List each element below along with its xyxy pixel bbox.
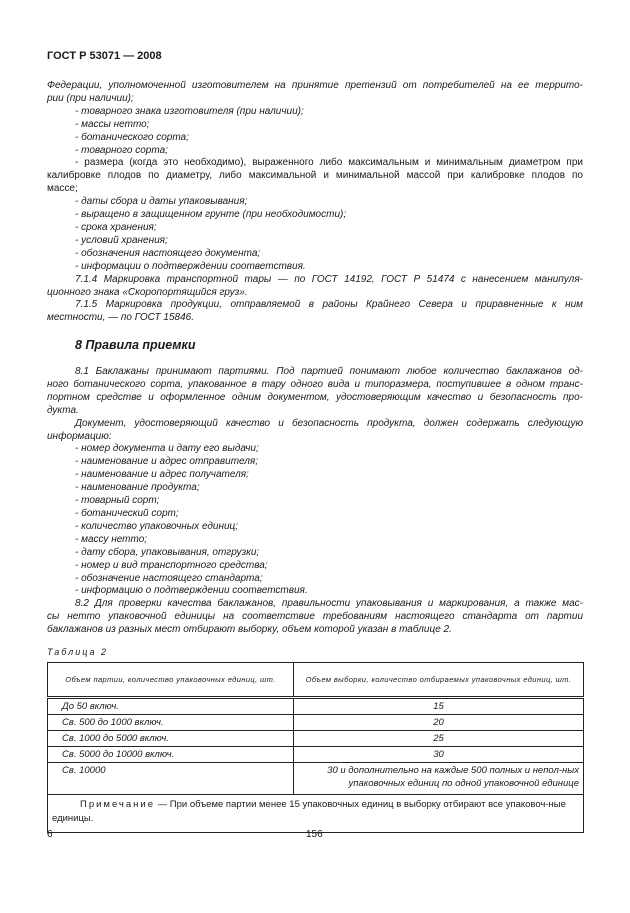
table-note xyxy=(48,795,584,833)
text-line: - условий хранения; xyxy=(75,234,168,246)
header-sample-size: Объем выборки, количество отбираемых упаковочных единиц, шт. xyxy=(294,663,584,698)
page-number-center: 156 xyxy=(306,829,323,840)
document-header: ГОСТ Р 53071 — 2008 xyxy=(47,50,162,62)
header-lot-size: Объем партии, количество упаковочных единиц, шт. xyxy=(48,663,294,698)
table-row xyxy=(48,731,584,747)
text-line: местности, — по ГОСТ 15846. xyxy=(47,312,195,324)
text-line: 7.1.5 Маркировка продукции, отправляемой в районы Крайнего Севера и приравненные к ним xyxy=(75,299,583,311)
sample-size-cell: 30 и дополнительно на каждые 500 полных и непол-ных упаковочных единиц по одной упаковочной единице xyxy=(294,763,584,795)
text-line: - наименование продукта; xyxy=(75,482,200,494)
text-line: - выращено в защищенном грунте (при необходимости); xyxy=(75,209,347,221)
text-line: - срока хранения; xyxy=(75,221,157,233)
text-line: - номер и вид транспортного средства; xyxy=(75,559,268,571)
text-line: - наименование и адрес получателя; xyxy=(75,469,249,481)
text-line: - даты сбора и даты упаковывания; xyxy=(75,196,248,208)
text-line: - ботанический сорт; xyxy=(75,507,179,519)
text-line: дукта. xyxy=(47,404,79,416)
text-line: 8.1 Баклажаны принимают партиями. Под партией понимают любое количество баклажанов од- xyxy=(75,366,583,377)
text-line: 8.2 Для проверки качества баклажанов, правильности упаковывания и маркирования, а также мас- xyxy=(75,598,583,610)
sample-size-table xyxy=(47,662,584,833)
table-caption: Таблица 2 xyxy=(47,647,109,657)
text-line: - наименование и адрес отправителя; xyxy=(75,456,259,468)
text-line: сы нетто упаковочной единицы на соответствие требованиям настоящего стандарта от партии xyxy=(47,611,583,623)
table-row xyxy=(48,715,584,731)
text-line: - номер документа и дату его выдачи; xyxy=(75,443,259,455)
text-line: - товарный сорт; xyxy=(75,495,160,507)
text-line: информацию: xyxy=(47,430,112,442)
text-line: - массу нетто; xyxy=(75,533,148,545)
lot-size-cell: Св. 500 до 1000 включ. xyxy=(48,715,294,731)
lot-size-cell: Св. 5000 до 10000 включ. xyxy=(48,747,294,763)
sample-size-cell: 25 xyxy=(294,731,584,747)
text-line: - количество упаковочных единиц; xyxy=(75,520,239,532)
lot-size-cell: Св. 1000 до 5000 включ. xyxy=(48,731,294,747)
text-line: Документ, удостоверяющий качество и безопасность продукта, должен содержать следующую xyxy=(75,417,583,429)
sample-size-cell: 30 xyxy=(294,747,584,763)
table-note-row xyxy=(48,795,584,833)
sample-size-cell: 15 xyxy=(294,698,584,715)
text-line: - товарного сорта; xyxy=(75,144,168,156)
note-label: Примечание xyxy=(80,799,155,810)
text-line: баклажанов из разных мест отбирают выборку, объем которой указан в таблице 2. xyxy=(47,624,452,636)
table-header-row xyxy=(48,663,584,698)
text-line: - информацию о подтверждении соответствия. xyxy=(75,585,308,597)
text-line: - ботанического сорта; xyxy=(75,131,189,143)
page-number-left: 6 xyxy=(47,829,53,840)
lot-size-cell: До 50 включ. xyxy=(48,698,294,715)
text-line: - дату сбора, упаковывания, отгрузки; xyxy=(75,546,260,558)
text-line: Федерации, уполномоченной изготовителем на принятие претензий от потребителей на ее террито- xyxy=(47,80,583,91)
text-line: массе; xyxy=(47,183,78,195)
lot-size-cell: Св. 10000 xyxy=(48,763,294,795)
text-line: - товарного знака изготовителя (при наличии); xyxy=(75,105,304,117)
text-line: - массы нетто; xyxy=(75,118,150,130)
text-line: - размера (когда это необходимо), выраженного либо максимальным и минимальным диаметром при xyxy=(75,157,583,169)
table-row xyxy=(48,763,584,795)
text-line: ционного знака «Скоропортящийся груз». xyxy=(47,286,248,298)
text-line: портном средстве и оформленное одним документом, удостоверяющим качество и безопасность про- xyxy=(47,391,583,403)
table-row xyxy=(48,747,584,763)
text-line: - обозначение настоящего стандарта; xyxy=(75,572,263,584)
text-line: - информации о подтверждении соответствия. xyxy=(75,260,306,272)
text-line: рии (при наличии); xyxy=(47,92,134,104)
marking-text-block xyxy=(47,80,583,325)
sample-size-cell: 20 xyxy=(294,715,584,731)
text-line: - обозначения настоящего документа; xyxy=(75,247,261,259)
text-line: ного ботанического сорта, упакованное в тару одного вида и типоразмера, поступившее в одном транс- xyxy=(47,378,583,390)
section-title: 8 Правила приемки xyxy=(75,338,196,352)
note-text: — При объеме партии менее 15 упаковочных единиц в выборку отбирают все упаковоч-ные единицы. xyxy=(52,799,566,824)
table-row xyxy=(48,698,584,715)
text-line: калибровке плодов по диаметру, либо максимальной и минимальной массой при калибровке плодов по xyxy=(47,170,583,182)
acceptance-rules-block xyxy=(47,366,583,637)
text-line: 7.1.4 Маркировка транспортной тары — по ГОСТ 14192, ГОСТ Р 51474 с нанесением манипуля- xyxy=(75,273,583,285)
